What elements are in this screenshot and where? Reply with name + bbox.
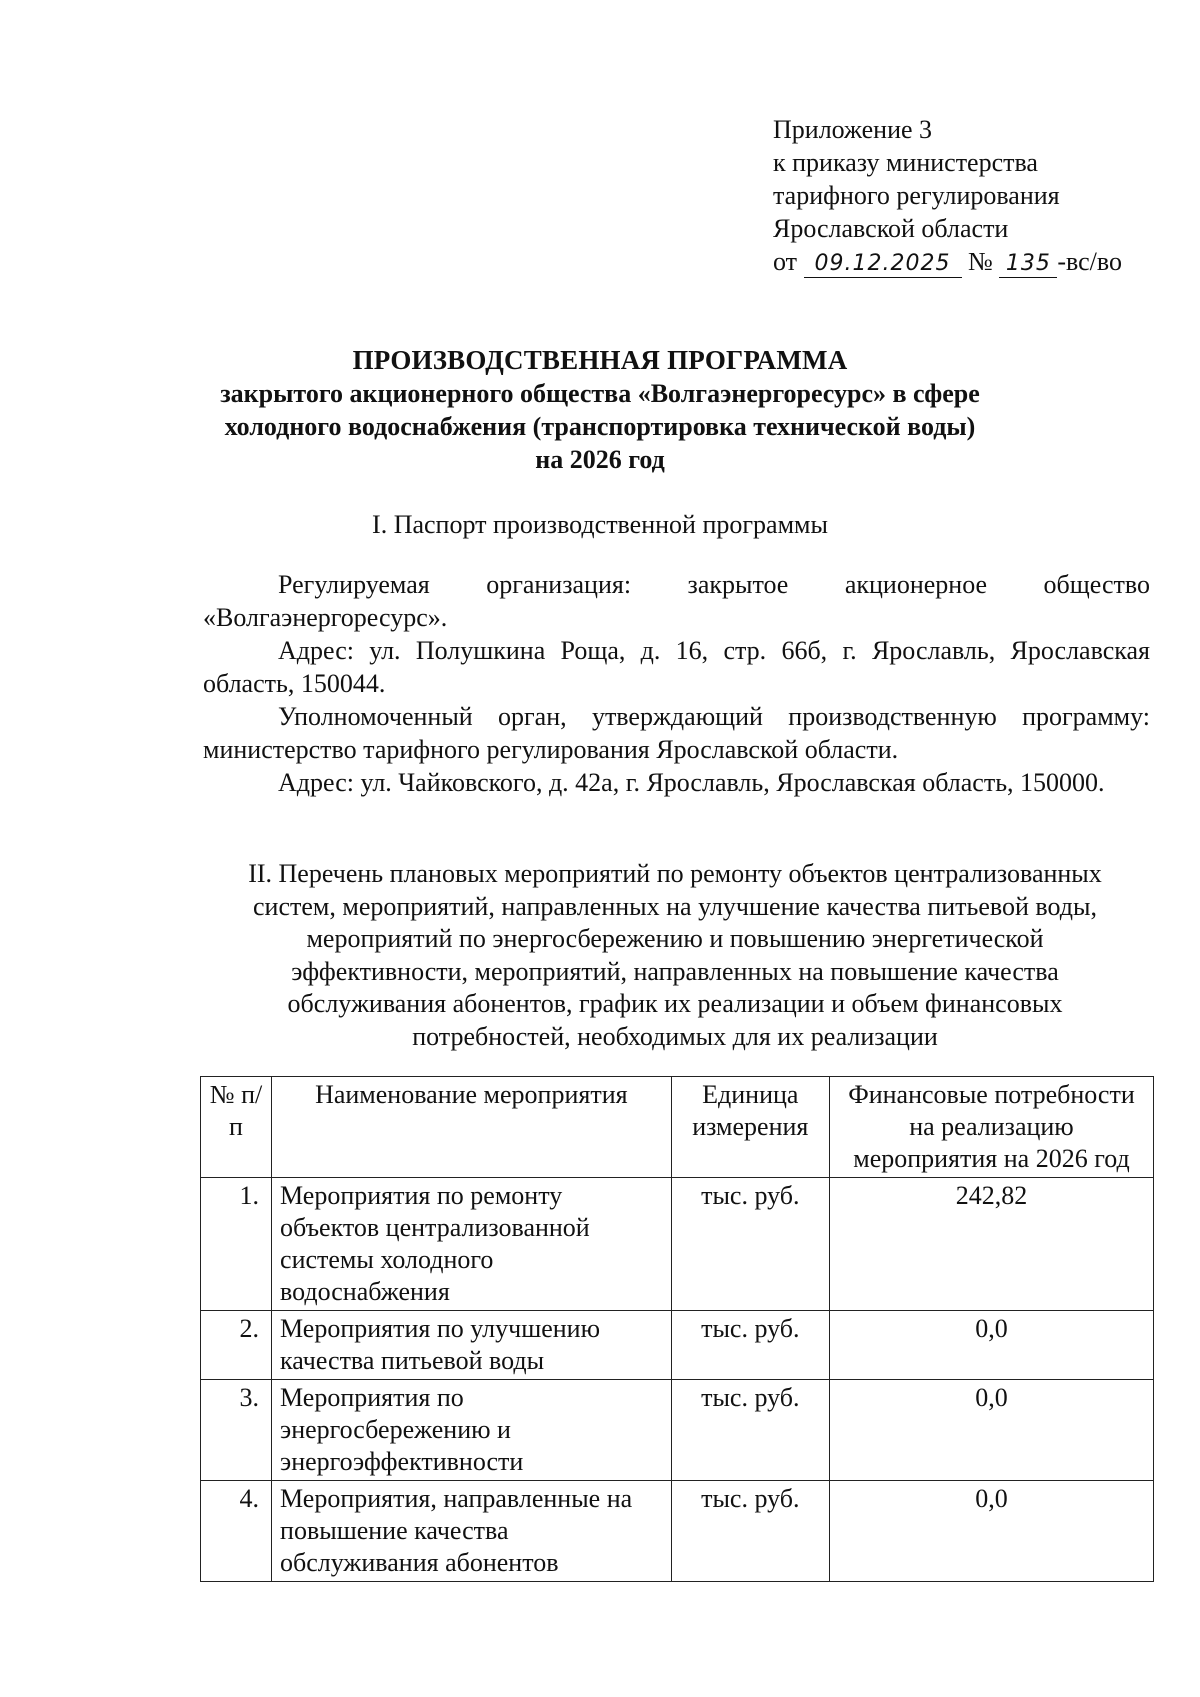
- date-prefix: от: [773, 247, 798, 276]
- number-suffix: -вс/во: [1057, 247, 1122, 276]
- passport-paragraphs: [203, 568, 1150, 799]
- row-num: 2.: [201, 1311, 272, 1380]
- section-2-heading-line: систем, мероприятий, направленных на улучшение качества питьевой воды,: [253, 891, 1097, 921]
- passport-paragraph: Регулируемая организация: закрытое акционерное общество «Волгаэнергоресурс».: [203, 570, 1150, 632]
- row-num: 3.: [201, 1380, 272, 1481]
- row-value: 0,0: [829, 1380, 1153, 1481]
- title-line-3: холодного водоснабжения (транспортировка технической воды): [224, 412, 976, 441]
- header-num: № п/п: [201, 1077, 272, 1178]
- header-unit: Единица измерения: [671, 1077, 829, 1178]
- number-prefix: №: [968, 247, 993, 276]
- document-title: [160, 344, 1040, 476]
- row-num: 1.: [201, 1178, 272, 1311]
- header-name: Наименование мероприятия: [272, 1077, 672, 1178]
- title-line-1: ПРОИЗВОДСТВЕННАЯ ПРОГРАММА: [352, 345, 848, 375]
- row-name: Мероприятия по энергосбережению и энергоэффективности: [272, 1380, 672, 1481]
- table-row: [201, 1380, 1154, 1481]
- appendix-line-2: к приказу министерства: [773, 148, 1038, 177]
- row-unit: тыс. руб.: [671, 1380, 829, 1481]
- row-num: 4.: [201, 1481, 272, 1582]
- title-line-4: на 2026 год: [535, 445, 665, 474]
- appendix-line-3: тарифного регулирования: [773, 181, 1060, 210]
- section-2-heading-line: эффективности, мероприятий, направленных на повышение качества: [291, 956, 1059, 986]
- section-2-heading-line: II. Перечень плановых мероприятий по ремонту объектов централизованных: [248, 859, 1102, 888]
- measures-table: [200, 1076, 1154, 1582]
- passport-paragraph: Адрес: ул. Полушкина Роща, д. 16, стр. 66б, г. Ярославль, Ярославская область, 150044.: [203, 636, 1150, 698]
- row-unit: тыс. руб.: [671, 1311, 829, 1380]
- row-value: 0,0: [829, 1311, 1153, 1380]
- row-name: Мероприятия по ремонту объектов централизованной системы холодного водоснабжения: [272, 1178, 672, 1311]
- row-value: 0,0: [829, 1481, 1153, 1582]
- appendix-line-1: Приложение 3: [773, 115, 933, 144]
- row-value: 242,82: [829, 1178, 1153, 1311]
- appendix-block: [773, 113, 1173, 278]
- title-line-2: закрытого акционерного общества «Волгаэнергоресурс» в сфере: [220, 379, 980, 408]
- header-finance: Финансовые потребности на реализацию мероприятия на 2026 год: [829, 1077, 1153, 1178]
- passport-paragraph: Уполномоченный орган, утверждающий производственную программу: министерство тарифного регулирования Ярославской области.: [203, 702, 1150, 764]
- appendix-line-4: Ярославской области: [773, 214, 1009, 243]
- table-header-row: [201, 1077, 1154, 1178]
- row-unit: тыс. руб.: [671, 1481, 829, 1582]
- row-name: Мероприятия, направленные на повышение качества обслуживания абонентов: [272, 1481, 672, 1582]
- section-2-heading-line: обслуживания абонентов, график их реализации и объем финансовых: [287, 989, 1063, 1018]
- section-2-heading-line: потребностей, необходимых для их реализации: [412, 1021, 938, 1051]
- table-row: [201, 1481, 1154, 1582]
- appendix-order-line: [773, 245, 1173, 278]
- handwritten-number: 135: [999, 251, 1057, 278]
- row-name: Мероприятия по улучшению качества питьевой воды: [272, 1311, 672, 1380]
- table-row: [201, 1178, 1154, 1311]
- table-row: [201, 1311, 1154, 1380]
- section-1-heading: I. Паспорт производственной программы: [372, 510, 828, 539]
- handwritten-date: 09.12.2025: [804, 251, 962, 278]
- section-2-heading-line: мероприятий по энергосбережению и повышению энергетической: [306, 924, 1044, 953]
- passport-paragraph: Адрес: ул. Чайковского, д. 42а, г. Ярославль, Ярославская область, 150000.: [278, 768, 1105, 797]
- row-unit: тыс. руб.: [671, 1178, 829, 1311]
- section-2-heading: [190, 858, 1160, 1053]
